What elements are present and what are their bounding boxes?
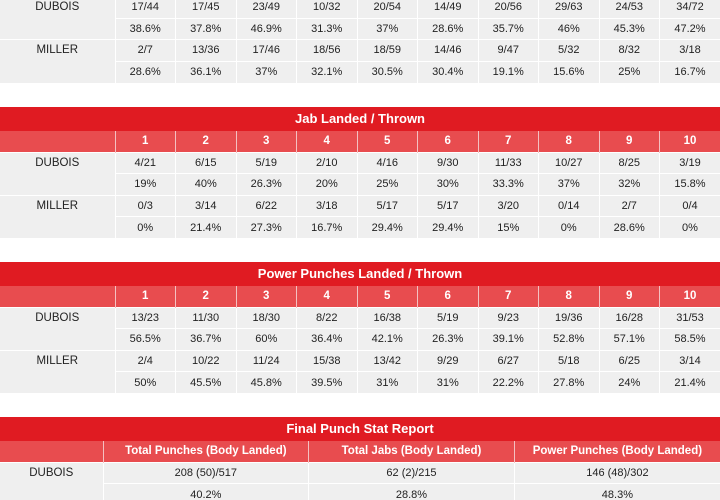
round-count: 2/7	[599, 195, 660, 217]
round-pct: 58.5%	[660, 329, 720, 351]
round-pct: 16.7%	[297, 217, 358, 239]
round-pct: 29.4%	[357, 217, 418, 239]
round-count: 6/22	[236, 195, 297, 217]
round-count: 10/32	[297, 0, 358, 18]
round-header: 6	[418, 131, 479, 152]
round-count: 13/36	[176, 40, 237, 62]
round-header: 4	[297, 286, 358, 307]
table-row	[0, 61, 720, 83]
round-count: 9/30	[418, 152, 479, 174]
round-header: 2	[176, 286, 237, 307]
round-pct: 19.1%	[478, 61, 539, 83]
round-count: 9/29	[418, 350, 479, 372]
round-pct: 21.4%	[660, 372, 720, 394]
round-count: 8/22	[297, 307, 358, 329]
round-pct: 38.6%	[115, 18, 176, 40]
round-count: 4/21	[115, 152, 176, 174]
round-header: 3	[236, 131, 297, 152]
name-spacer	[0, 329, 115, 351]
table-row	[0, 217, 720, 239]
round-pct: 27.8%	[539, 372, 600, 394]
round-count: 5/19	[236, 152, 297, 174]
round-count: 17/46	[236, 40, 297, 62]
round-count: 8/32	[599, 40, 660, 62]
round-header: 8	[539, 131, 600, 152]
round-count: 31/53	[660, 307, 720, 329]
round-header-row	[0, 286, 720, 307]
round-pct: 50%	[115, 372, 176, 394]
round-count: 11/30	[176, 307, 237, 329]
power-punches-header: Power Punches (Body Landed)	[514, 441, 720, 462]
round-count: 20/56	[478, 0, 539, 18]
round-count: 5/19	[418, 307, 479, 329]
round-count: 16/38	[357, 307, 418, 329]
table-row	[0, 174, 720, 196]
total-punches-pct: 40.2%	[103, 484, 309, 500]
table-row	[0, 484, 720, 500]
table-title: Final Punch Stat Report	[0, 417, 720, 441]
total-jabs-pct: 28.8%	[309, 484, 515, 500]
name-spacer	[0, 217, 115, 239]
final-header-row	[0, 441, 720, 462]
round-count: 14/46	[418, 40, 479, 62]
table-row	[0, 372, 720, 394]
total-jabs-header: Total Jabs (Body Landed)	[309, 441, 515, 462]
round-pct: 16.7%	[660, 61, 720, 83]
round-pct: 46%	[539, 18, 600, 40]
round-pct: 56.5%	[115, 329, 176, 351]
round-header: 1	[115, 286, 176, 307]
table-row	[0, 0, 720, 18]
round-header: 10	[660, 286, 720, 307]
round-count: 24/53	[599, 0, 660, 18]
round-pct: 30%	[418, 174, 479, 196]
round-pct: 15.6%	[539, 61, 600, 83]
name-spacer	[0, 174, 115, 196]
round-count: 9/23	[478, 307, 539, 329]
round-count: 14/49	[418, 0, 479, 18]
round-count: 23/49	[236, 0, 297, 18]
name-spacer	[0, 61, 115, 83]
round-count: 6/15	[176, 152, 237, 174]
total-punches-table	[0, 0, 720, 83]
round-pct: 31%	[357, 372, 418, 394]
total-punches-header: Total Punches (Body Landed)	[103, 441, 309, 462]
round-pct: 47.2%	[660, 18, 720, 40]
round-count: 19/36	[539, 307, 600, 329]
round-pct: 25%	[599, 61, 660, 83]
round-count: 11/24	[236, 350, 297, 372]
round-header: 4	[297, 131, 358, 152]
round-pct: 33.3%	[478, 174, 539, 196]
name-spacer	[0, 484, 103, 500]
round-header: 2	[176, 131, 237, 152]
round-pct: 28.6%	[418, 18, 479, 40]
round-header: 9	[599, 131, 660, 152]
round-count: 6/25	[599, 350, 660, 372]
round-pct: 37%	[539, 174, 600, 196]
round-pct: 20%	[297, 174, 358, 196]
power-punches-value: 146 (48)/302	[514, 462, 720, 484]
round-pct: 0%	[115, 217, 176, 239]
power-punches-table	[0, 262, 720, 393]
round-count: 13/23	[115, 307, 176, 329]
round-pct: 28.6%	[115, 61, 176, 83]
round-count: 18/30	[236, 307, 297, 329]
jab-table	[0, 107, 720, 238]
round-pct: 52.8%	[539, 329, 600, 351]
round-pct: 35.7%	[478, 18, 539, 40]
round-count: 3/14	[660, 350, 720, 372]
round-count: 29/63	[539, 0, 600, 18]
round-pct: 32.1%	[297, 61, 358, 83]
round-pct: 45.5%	[176, 372, 237, 394]
round-header: 1	[115, 131, 176, 152]
round-count: 18/59	[357, 40, 418, 62]
round-pct: 39.5%	[297, 372, 358, 394]
power-punches-pct: 48.3%	[514, 484, 720, 500]
round-header: 6	[418, 286, 479, 307]
round-pct: 31%	[418, 372, 479, 394]
round-pct: 28.6%	[599, 217, 660, 239]
final-stat-report	[0, 417, 720, 500]
fighter-name: MILLER	[0, 350, 115, 372]
round-count: 3/19	[660, 152, 720, 174]
round-count: 2/7	[115, 40, 176, 62]
round-count: 9/47	[478, 40, 539, 62]
table-row	[0, 195, 720, 217]
round-header-row	[0, 131, 720, 152]
round-pct: 36.4%	[297, 329, 358, 351]
round-count: 17/45	[176, 0, 237, 18]
round-header: 8	[539, 286, 600, 307]
round-pct: 45.3%	[599, 18, 660, 40]
round-header: 5	[357, 131, 418, 152]
round-pct: 29.4%	[418, 217, 479, 239]
round-pct: 60%	[236, 329, 297, 351]
round-pct: 15.8%	[660, 174, 720, 196]
round-header: 7	[478, 286, 539, 307]
round-pct: 42.1%	[357, 329, 418, 351]
round-pct: 36.1%	[176, 61, 237, 83]
round-count: 0/3	[115, 195, 176, 217]
round-header: 5	[357, 286, 418, 307]
round-count: 16/28	[599, 307, 660, 329]
round-pct: 32%	[599, 174, 660, 196]
round-pct: 15%	[478, 217, 539, 239]
fighter-name: MILLER	[0, 40, 115, 62]
total-jabs-value: 62 (2)/215	[309, 462, 515, 484]
round-count: 10/27	[539, 152, 600, 174]
fighter-name: DUBOIS	[0, 0, 115, 18]
round-pct: 40%	[176, 174, 237, 196]
round-count: 5/32	[539, 40, 600, 62]
table-row	[0, 152, 720, 174]
round-pct: 37.8%	[176, 18, 237, 40]
round-count: 15/38	[297, 350, 358, 372]
round-pct: 0%	[539, 217, 600, 239]
round-pct: 37%	[236, 61, 297, 83]
round-count: 5/17	[357, 195, 418, 217]
table-row	[0, 329, 720, 351]
round-count: 8/25	[599, 152, 660, 174]
table-title: Power Punches Landed / Thrown	[0, 262, 720, 286]
round-pct: 37%	[357, 18, 418, 40]
round-pct: 0%	[660, 217, 720, 239]
round-header: 10	[660, 131, 720, 152]
name-spacer	[0, 18, 115, 40]
round-pct: 24%	[599, 372, 660, 394]
round-pct: 39.1%	[478, 329, 539, 351]
name-spacer	[0, 372, 115, 394]
round-count: 10/22	[176, 350, 237, 372]
round-pct: 22.2%	[478, 372, 539, 394]
total-punches-value: 208 (50)/517	[103, 462, 309, 484]
header-spacer	[0, 441, 103, 462]
round-header: 9	[599, 286, 660, 307]
fighter-name: DUBOIS	[0, 462, 103, 484]
round-pct: 21.4%	[176, 217, 237, 239]
round-count: 11/33	[478, 152, 539, 174]
round-pct: 30.4%	[418, 61, 479, 83]
round-pct: 36.7%	[176, 329, 237, 351]
round-count: 6/27	[478, 350, 539, 372]
round-pct: 57.1%	[599, 329, 660, 351]
fighter-name: DUBOIS	[0, 152, 115, 174]
round-count: 5/17	[418, 195, 479, 217]
table-row	[0, 40, 720, 62]
round-header: 3	[236, 286, 297, 307]
round-count: 0/14	[539, 195, 600, 217]
round-pct: 26.3%	[236, 174, 297, 196]
round-pct: 46.9%	[236, 18, 297, 40]
round-count: 3/18	[297, 195, 358, 217]
round-count: 4/16	[357, 152, 418, 174]
round-pct: 27.3%	[236, 217, 297, 239]
round-count: 3/20	[478, 195, 539, 217]
round-count: 5/18	[539, 350, 600, 372]
header-spacer	[0, 286, 115, 307]
round-count: 34/72	[660, 0, 720, 18]
round-pct: 31.3%	[297, 18, 358, 40]
round-count: 18/56	[297, 40, 358, 62]
round-header: 7	[478, 131, 539, 152]
fighter-name: DUBOIS	[0, 307, 115, 329]
table-row	[0, 18, 720, 40]
table-row	[0, 462, 720, 484]
round-count: 2/10	[297, 152, 358, 174]
table-row	[0, 307, 720, 329]
round-pct: 26.3%	[418, 329, 479, 351]
round-count: 17/44	[115, 0, 176, 18]
round-count: 13/42	[357, 350, 418, 372]
round-count: 0/4	[660, 195, 720, 217]
round-pct: 30.5%	[357, 61, 418, 83]
header-spacer	[0, 131, 115, 152]
round-count: 3/18	[660, 40, 720, 62]
round-count: 20/54	[357, 0, 418, 18]
round-pct: 45.8%	[236, 372, 297, 394]
round-count: 2/4	[115, 350, 176, 372]
round-pct: 19%	[115, 174, 176, 196]
fighter-name: MILLER	[0, 195, 115, 217]
table-title: Jab Landed / Thrown	[0, 107, 720, 131]
round-pct: 25%	[357, 174, 418, 196]
table-row	[0, 350, 720, 372]
round-count: 3/14	[176, 195, 237, 217]
